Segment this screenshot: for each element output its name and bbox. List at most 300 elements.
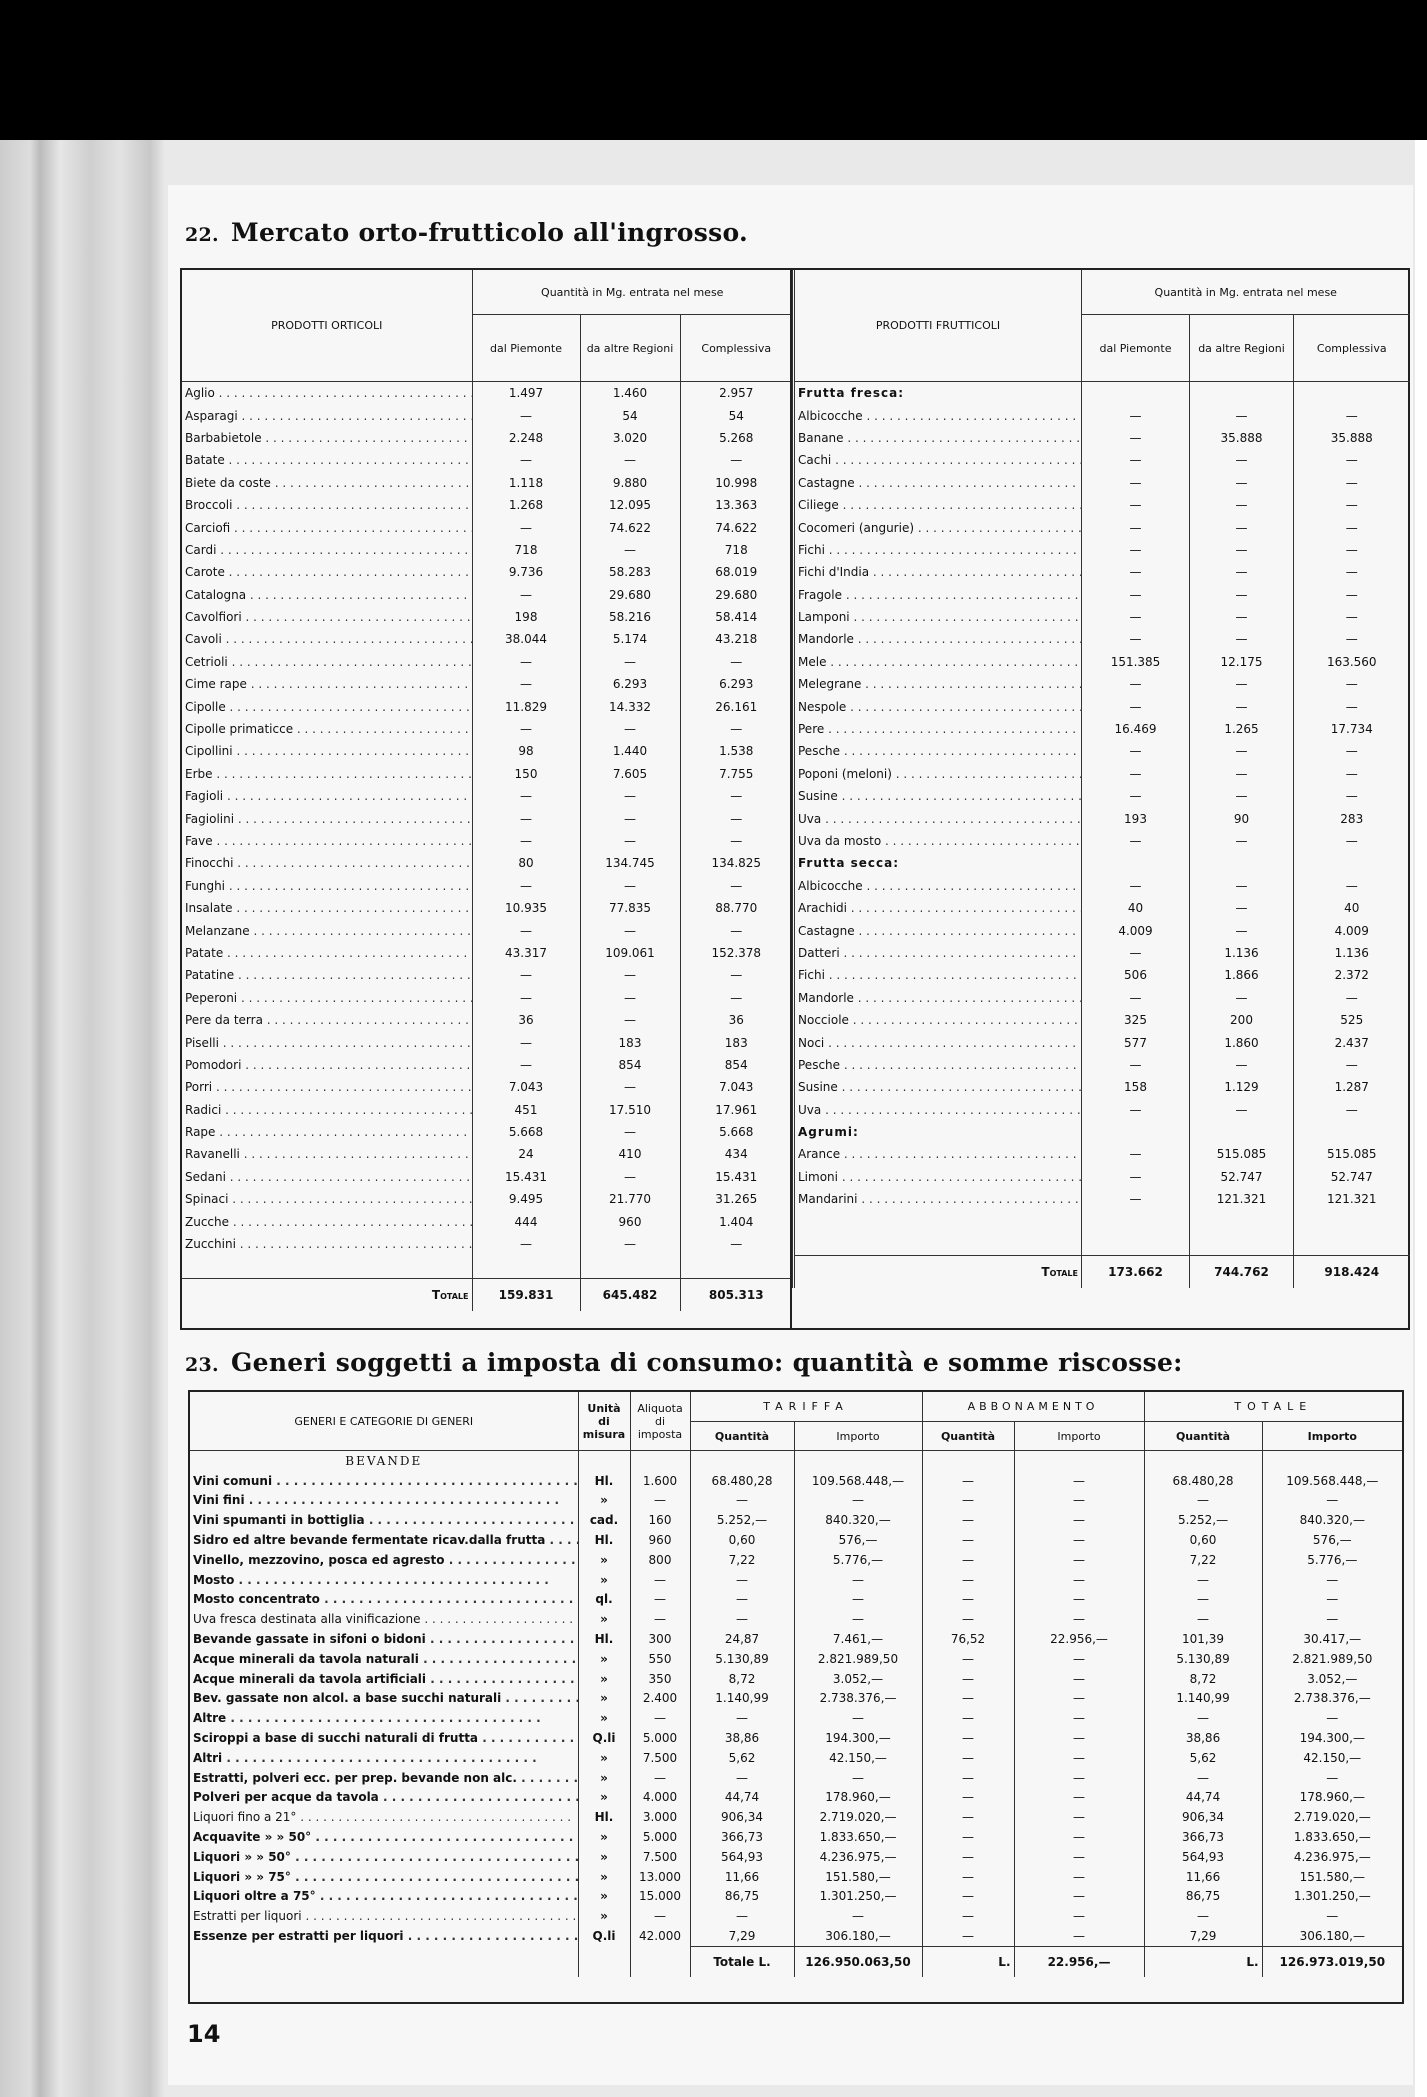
table-row: [794, 763, 1410, 785]
tariffa-quantita: 8,72: [690, 1669, 794, 1689]
unita-misura: »: [578, 1867, 630, 1887]
abbonamento-importo: —: [1014, 1847, 1144, 1867]
table-row: [182, 404, 792, 426]
genere-name: Sciroppi a base di succhi naturali di frutta . . .: [190, 1728, 578, 1748]
table-row: [794, 875, 1410, 897]
totale-importo: —: [1262, 1708, 1402, 1728]
col-complessiva-right: Complessiva: [1294, 315, 1410, 382]
value-complessiva: 88.770: [680, 897, 792, 919]
value-altre-regioni: —: [580, 830, 680, 852]
table-row: [794, 807, 1410, 829]
value-piemonte: —: [1082, 449, 1190, 471]
table-row: [182, 964, 792, 986]
table-row: [190, 1926, 1402, 1946]
value-piemonte: —: [1082, 695, 1190, 717]
table-row: [190, 1649, 1402, 1669]
product-name: Arance . . .: [794, 1143, 1082, 1165]
value-altre-regioni: 12.095: [580, 494, 680, 516]
tariffa-quantita: 11,66: [690, 1867, 794, 1887]
value-piemonte: —: [472, 875, 580, 897]
value-complessiva: 854: [680, 1054, 792, 1076]
section23-title-text: Generi soggetti a imposta di consumo: quantità e somme riscosse:: [230, 1348, 1183, 1377]
col-altre-regioni-right: da altre Regioni: [1190, 315, 1294, 382]
unita-misura: Q.li: [578, 1728, 630, 1748]
unita-misura: Hl.: [578, 1471, 630, 1491]
abbonamento-importo: —: [1014, 1906, 1144, 1926]
totale-quantita: 86,75: [1144, 1887, 1262, 1907]
product-name: Cime rape . . .: [182, 673, 472, 695]
product-name: Pere . . .: [794, 718, 1082, 740]
value-piemonte: —: [472, 718, 580, 740]
table-row: [794, 740, 1410, 762]
table-row: [182, 628, 792, 650]
table-row: [190, 1708, 1402, 1728]
abbonamento-importo: —: [1014, 1748, 1144, 1768]
aliquota: 350: [630, 1669, 690, 1689]
table-row: [182, 516, 792, 538]
unita-misura: »: [578, 1689, 630, 1709]
aliquota: —: [630, 1906, 690, 1926]
table23: [188, 1390, 1404, 2004]
empty-cell: [630, 1451, 690, 1471]
table-row: [794, 695, 1410, 717]
value-piemonte: —: [1082, 875, 1190, 897]
value-altre-regioni: 5.174: [580, 628, 680, 650]
value-altre-regioni: —: [580, 1166, 680, 1188]
empty-cell: [922, 1451, 1014, 1471]
value-complessiva: —: [680, 964, 792, 986]
tariffa-importo: 576,—: [794, 1530, 922, 1550]
tariffa-quantita: —: [690, 1768, 794, 1788]
tariffa-quantita: —: [690, 1590, 794, 1610]
aliquota: 4.000: [630, 1788, 690, 1808]
value-complessiva: 10.998: [680, 472, 792, 494]
unita-misura: »: [578, 1491, 630, 1511]
total-label: Totale: [182, 1278, 472, 1311]
value-altre-regioni: —: [1190, 584, 1294, 606]
tariffa-quantita: 7,22: [690, 1550, 794, 1570]
product-name: Porri . . .: [182, 1076, 472, 1098]
total-piemonte: 159.831: [472, 1278, 580, 1311]
unita-misura: »: [578, 1827, 630, 1847]
section22-title-text: Mercato orto-frutticolo all'ingrosso.: [230, 218, 749, 247]
abbonamento-quantita: —: [922, 1530, 1014, 1550]
value-piemonte: —: [1082, 1188, 1190, 1210]
table-row: [182, 987, 792, 1009]
aliquota: 1.600: [630, 1471, 690, 1491]
value-altre-regioni: —: [1190, 875, 1294, 897]
value-complessiva: 5.268: [680, 427, 792, 449]
unita-misura: Hl.: [578, 1807, 630, 1827]
value-complessiva: 1.538: [680, 740, 792, 762]
tariffa-quantita: 44,74: [690, 1788, 794, 1808]
product-name: Albicocche . . .: [794, 875, 1082, 897]
abbonamento-importo: —: [1014, 1669, 1144, 1689]
product-name: Uva . . .: [794, 807, 1082, 829]
value-complessiva: 283: [1294, 807, 1410, 829]
value-complessiva: 163.560: [1294, 651, 1410, 673]
table-row: [794, 987, 1410, 1009]
genere-name: Polveri per acque da tavola . . .: [190, 1788, 578, 1808]
table-row: [182, 1233, 792, 1255]
totale-importo: 42.150,—: [1262, 1748, 1402, 1768]
abbonamento-importo: —: [1014, 1827, 1144, 1847]
product-name: Banane . . .: [794, 427, 1082, 449]
value-altre-regioni: 1.866: [1190, 964, 1294, 986]
value-piemonte: 7.043: [472, 1076, 580, 1098]
tariffa-quantita: 5,62: [690, 1748, 794, 1768]
table-row: [794, 718, 1410, 740]
product-name: Batate . . .: [182, 449, 472, 471]
empty-cell: [1190, 852, 1294, 874]
value-complessiva: —: [1294, 494, 1410, 516]
abbonamento-importo: —: [1014, 1867, 1144, 1887]
product-name: Fagiolini . . .: [182, 807, 472, 829]
empty-cell: [1190, 1233, 1294, 1256]
genere-name: Vini spumanti in bottiglia . . .: [190, 1510, 578, 1530]
table-row: [182, 785, 792, 807]
abbonamento-quantita: —: [922, 1887, 1014, 1907]
product-name: Albicocche . . .: [794, 404, 1082, 426]
value-piemonte: —: [472, 987, 580, 1009]
tariffa-importo: 1.833.650,—: [794, 1827, 922, 1847]
value-altre-regioni: 1.440: [580, 740, 680, 762]
totale-importo: —: [1262, 1768, 1402, 1788]
table-row: [182, 852, 792, 874]
empty-cell: [580, 1255, 680, 1278]
table-row: [794, 1076, 1410, 1098]
table-row: [794, 919, 1410, 941]
table-row: [182, 1188, 792, 1210]
table-row: [190, 1609, 1402, 1629]
tariffa-quantita: —: [690, 1491, 794, 1511]
empty-cell: [1190, 382, 1294, 405]
value-complessiva: 31.265: [680, 1188, 792, 1210]
tariffa-importo: 109.568.448,—: [794, 1471, 922, 1491]
value-complessiva: —: [1294, 830, 1410, 852]
product-name: Ravanelli . . .: [182, 1143, 472, 1165]
value-piemonte: —: [1082, 673, 1190, 695]
totale-importo: 194.300,—: [1262, 1728, 1402, 1748]
total-row: [190, 1946, 1402, 1977]
value-complessiva: —: [680, 785, 792, 807]
table-row: [794, 584, 1410, 606]
value-piemonte: —: [1082, 785, 1190, 807]
value-altre-regioni: 54: [580, 404, 680, 426]
value-piemonte: —: [472, 1054, 580, 1076]
genere-name: Vini comuni . . .: [190, 1471, 578, 1491]
product-name: Datteri . . .: [794, 942, 1082, 964]
totale-importo: 151.580,—: [1262, 1867, 1402, 1887]
table-row: [182, 807, 792, 829]
value-piemonte: —: [1082, 427, 1190, 449]
unita-misura: »: [578, 1649, 630, 1669]
product-name: Fichi d'India . . .: [794, 561, 1082, 583]
product-name: Limoni . . .: [794, 1166, 1082, 1188]
value-complessiva: 54: [680, 404, 792, 426]
abbonamento-quantita: —: [922, 1906, 1014, 1926]
product-name: Broccoli . . .: [182, 494, 472, 516]
value-piemonte: 16.469: [1082, 718, 1190, 740]
empty-cell: [578, 1451, 630, 1471]
value-complessiva: 58.414: [680, 606, 792, 628]
totale-quantita: 7,22: [1144, 1550, 1262, 1570]
total-label: Totale L.: [690, 1946, 794, 1977]
table-row: [794, 628, 1410, 650]
table-row: [794, 516, 1410, 538]
table-row: [794, 651, 1410, 673]
value-piemonte: 9.736: [472, 561, 580, 583]
value-complessiva: 68.019: [680, 561, 792, 583]
product-name: Fichi . . .: [794, 539, 1082, 561]
value-complessiva: —: [680, 875, 792, 897]
totale-importo: 2.821.989,50: [1262, 1649, 1402, 1669]
product-name: Mele . . .: [794, 651, 1082, 673]
value-piemonte: 1.268: [472, 494, 580, 516]
totale-quantita: 0,60: [1144, 1530, 1262, 1550]
empty-cell: [1190, 1210, 1294, 1232]
value-altre-regioni: —: [580, 651, 680, 673]
value-complessiva: —: [680, 919, 792, 941]
section22-title: [185, 218, 748, 247]
empty-cell: [1014, 1451, 1144, 1471]
value-piemonte: 577: [1082, 1031, 1190, 1053]
tariffa-quantita: 366,73: [690, 1827, 794, 1847]
header-totale: TOTALE: [1144, 1392, 1402, 1422]
tariffa-quantita: —: [690, 1570, 794, 1590]
col-altre-regioni: da altre Regioni: [580, 315, 680, 382]
aliquota: 5.000: [630, 1728, 690, 1748]
tariffa-importo: 5.776,—: [794, 1550, 922, 1570]
genere-name: Liquori fino a 21° . . .: [190, 1807, 578, 1827]
header-generi: GENERI E CATEGORIE DI GENERI: [190, 1392, 578, 1451]
unita-misura: »: [578, 1906, 630, 1926]
aliquota: 800: [630, 1550, 690, 1570]
tariffa-quantita: —: [690, 1609, 794, 1629]
value-piemonte: —: [472, 449, 580, 471]
abbonamento-quantita: —: [922, 1491, 1014, 1511]
totale-quantita: —: [1144, 1609, 1262, 1629]
value-piemonte: 9.495: [472, 1188, 580, 1210]
table-row: [182, 1099, 792, 1121]
product-name: Sedani . . .: [182, 1166, 472, 1188]
table-row: [794, 494, 1410, 516]
genere-name: Uva fresca destinata alla vinificazione . . .: [190, 1609, 578, 1629]
totale-importo: 1.833.650,—: [1262, 1827, 1402, 1847]
unita-misura: »: [578, 1788, 630, 1808]
value-altre-regioni: 1.860: [1190, 1031, 1294, 1053]
genere-name: Liquori » » 50° . . .: [190, 1847, 578, 1867]
scan-black-band: [0, 0, 1427, 140]
product-name: Peperoni . . .: [182, 987, 472, 1009]
header-aliquota: Aliquota di imposta: [630, 1392, 690, 1451]
value-piemonte: 451: [472, 1099, 580, 1121]
empty-cell: [1190, 1121, 1294, 1143]
abbonamento-importo: —: [1014, 1768, 1144, 1788]
table-row: [182, 606, 792, 628]
product-name: Poponi (meloni) . . .: [794, 763, 1082, 785]
value-complessiva: 52.747: [1294, 1166, 1410, 1188]
product-name: Mandorle . . .: [794, 987, 1082, 1009]
abbonamento-importo: —: [1014, 1788, 1144, 1808]
tariffa-quantita: 24,87: [690, 1629, 794, 1649]
genere-name: Acque minerali da tavola artificiali . . .: [190, 1669, 578, 1689]
genere-name: Estratti, polveri ecc. per prep. bevande non alc. . . .: [190, 1768, 578, 1788]
tariffa-importo: —: [794, 1768, 922, 1788]
total-label: Totale: [794, 1256, 1082, 1289]
value-altre-regioni: 7.605: [580, 763, 680, 785]
value-altre-regioni: —: [1190, 472, 1294, 494]
totale-quantita: 564,93: [1144, 1847, 1262, 1867]
aliquota: 15.000: [630, 1887, 690, 1907]
value-altre-regioni: 29.680: [580, 584, 680, 606]
table-row: [190, 1669, 1402, 1689]
product-name: Pomodori . . .: [182, 1054, 472, 1076]
table-row: [794, 539, 1410, 561]
value-piemonte: 150: [472, 763, 580, 785]
aliquota: 550: [630, 1649, 690, 1669]
value-complessiva: —: [1294, 673, 1410, 695]
abbonamento-quantita: —: [922, 1510, 1014, 1530]
unita-misura: »: [578, 1550, 630, 1570]
value-piemonte: —: [1082, 1099, 1190, 1121]
genere-name: Vinello, mezzovino, posca ed agresto . . .: [190, 1550, 578, 1570]
table-row: [182, 539, 792, 561]
product-name: Pere da terra . . .: [182, 1009, 472, 1031]
table-row: [182, 718, 792, 740]
totale-quantita: 5.252,—: [1144, 1510, 1262, 1530]
value-altre-regioni: 109.061: [580, 942, 680, 964]
totale-importo: —: [1262, 1609, 1402, 1629]
product-name: Carote . . .: [182, 561, 472, 583]
value-altre-regioni: 1.129: [1190, 1076, 1294, 1098]
value-altre-regioni: —: [1190, 830, 1294, 852]
tariffa-quantita: 0,60: [690, 1530, 794, 1550]
table-row: [190, 1788, 1402, 1808]
value-piemonte: 38.044: [472, 628, 580, 650]
value-piemonte: 4.009: [1082, 919, 1190, 941]
product-name: Biete da coste . . .: [182, 472, 472, 494]
totale-quantita: —: [1144, 1570, 1262, 1590]
value-altre-regioni: —: [580, 964, 680, 986]
totale-importo: 3.052,—: [1262, 1669, 1402, 1689]
abbonamento-quantita: —: [922, 1590, 1014, 1610]
tariffa-quantita: 68.480,28: [690, 1471, 794, 1491]
product-name: Zucche . . .: [182, 1210, 472, 1232]
category-label: BEVANDE: [345, 1453, 423, 1468]
abbonamento-quantita: —: [922, 1550, 1014, 1570]
totale-quantita: 906,34: [1144, 1807, 1262, 1827]
table-row: [182, 651, 792, 673]
value-piemonte: —: [472, 919, 580, 941]
aliquota: 2.400: [630, 1689, 690, 1709]
value-complessiva: —: [680, 651, 792, 673]
value-piemonte: 40: [1082, 897, 1190, 919]
value-piemonte: 15.431: [472, 1166, 580, 1188]
value-piemonte: 98: [472, 740, 580, 762]
genere-name: Essenze per estratti per liquori . . .: [190, 1926, 578, 1946]
unita-misura: »: [578, 1570, 630, 1590]
value-complessiva: —: [680, 987, 792, 1009]
table-row: [190, 1768, 1402, 1788]
value-complessiva: —: [1294, 472, 1410, 494]
tariffa-importo: 7.461,—: [794, 1629, 922, 1649]
tariffa-quantita: —: [690, 1708, 794, 1728]
table-row: [190, 1748, 1402, 1768]
product-name: Carciofi . . .: [182, 516, 472, 538]
abbonamento-importo: —: [1014, 1609, 1144, 1629]
value-piemonte: —: [1082, 1054, 1190, 1076]
table-row: [182, 561, 792, 583]
value-piemonte: —: [472, 1233, 580, 1255]
scan-right-margin: [1415, 140, 1427, 2097]
table-row: [794, 852, 1410, 874]
value-altre-regioni: 183: [580, 1031, 680, 1053]
category-row: [190, 1451, 1402, 1471]
value-piemonte: —: [472, 584, 580, 606]
unita-misura: Q.li: [578, 1926, 630, 1946]
aliquota: —: [630, 1570, 690, 1590]
aliquota: —: [630, 1590, 690, 1610]
genere-name: Bev. gassate non alcol. a base succhi naturali . . .: [190, 1689, 578, 1709]
tariffa-importo: 3.052,—: [794, 1669, 922, 1689]
totale-quantita: 38,86: [1144, 1728, 1262, 1748]
genere-name: Mosto . . .: [190, 1570, 578, 1590]
tariffa-quantita: 86,75: [690, 1887, 794, 1907]
value-piemonte: —: [1082, 763, 1190, 785]
tariffa-importo: 840.320,—: [794, 1510, 922, 1530]
value-piemonte: 2.248: [472, 427, 580, 449]
product-name: Pesche . . .: [794, 1054, 1082, 1076]
table-row: [190, 1629, 1402, 1649]
table-row: [182, 1009, 792, 1031]
tariffa-importo: —: [794, 1708, 922, 1728]
value-complessiva: 7.755: [680, 763, 792, 785]
empty-cell: [1082, 382, 1190, 405]
value-complessiva: 6.293: [680, 673, 792, 695]
product-name: Barbabietole . . .: [182, 427, 472, 449]
value-altre-regioni: 6.293: [580, 673, 680, 695]
genere-name: Altri . . .: [190, 1748, 578, 1768]
empty-cell: [680, 1255, 792, 1278]
value-complessiva: 26.161: [680, 695, 792, 717]
table-row: [794, 449, 1410, 471]
value-piemonte: 325: [1082, 1009, 1190, 1031]
value-altre-regioni: 12.175: [1190, 651, 1294, 673]
value-altre-regioni: —: [1190, 763, 1294, 785]
empty-cell: [578, 1946, 630, 1977]
aliquota: 300: [630, 1629, 690, 1649]
tariffa-importo: 194.300,—: [794, 1728, 922, 1748]
product-name: Cetrioli . . .: [182, 651, 472, 673]
value-altre-regioni: 58.283: [580, 561, 680, 583]
header-prodotti-orticoli: PRODOTTI ORTICOLI: [182, 270, 472, 382]
totale-importo: 2.719.020,—: [1262, 1807, 1402, 1827]
product-name: Noci . . .: [794, 1031, 1082, 1053]
aliquota: 960: [630, 1530, 690, 1550]
value-complessiva: 17.734: [1294, 718, 1410, 740]
value-complessiva: —: [1294, 785, 1410, 807]
table-row: [794, 964, 1410, 986]
product-name: Cachi . . .: [794, 449, 1082, 471]
table-row: [182, 584, 792, 606]
header-tariffa: TARIFFA: [690, 1392, 922, 1422]
table-row: [182, 1143, 792, 1165]
abbonamento-importo: —: [1014, 1510, 1144, 1530]
aliquota: —: [630, 1708, 690, 1728]
empty-cell: [190, 1946, 578, 1977]
genere-name: Estratti per liquori . . .: [190, 1906, 578, 1926]
